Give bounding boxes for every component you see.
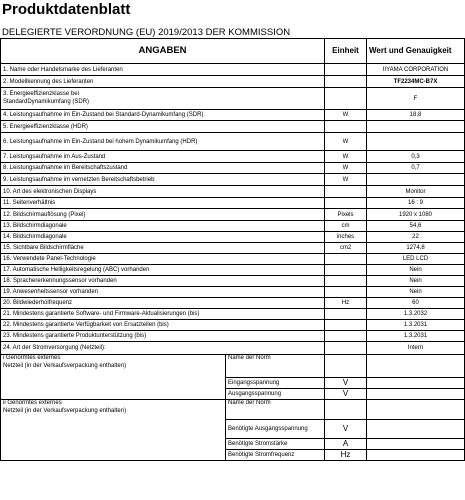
psu2-current-unit: A bbox=[325, 439, 367, 450]
table-row bbox=[1, 342, 465, 355]
row-value: 1.3.2031 bbox=[367, 331, 465, 342]
row-value: Nein bbox=[367, 276, 465, 287]
row-label: 3. Energieeffizienzklasse bei StandardDynamikumfang (SDR) bbox=[1, 88, 325, 110]
row-label: 12. Bildschirmauflösung (Pixel) bbox=[1, 209, 325, 221]
row-unit: W bbox=[325, 133, 367, 151]
psu1-norm-label: Name der Norm bbox=[226, 355, 325, 378]
header-einheit: Einheit bbox=[325, 39, 367, 64]
row-unit: W bbox=[325, 174, 367, 186]
table-row bbox=[1, 243, 465, 254]
row-value: Monitor bbox=[367, 186, 465, 198]
row-label: 2. Modellkennung des Lieferanten bbox=[1, 76, 325, 88]
row-unit bbox=[325, 320, 367, 331]
row-label: 11. Seitenverhältnis bbox=[1, 198, 325, 209]
row-value: 0,7 bbox=[367, 163, 465, 174]
row-label: 9. Leistungsaufnahme im vernetzten Bereitschaftsbetrieb bbox=[1, 174, 325, 186]
row-unit: W bbox=[325, 110, 367, 121]
row-value bbox=[367, 133, 465, 151]
psu1-output-voltage-unit: V bbox=[325, 389, 367, 400]
row-label: 23. Mindestens garantierte Produktunterstützung (bis) bbox=[1, 331, 325, 342]
row-value: 22 bbox=[367, 232, 465, 243]
psu1-input-voltage-unit: V bbox=[325, 378, 367, 389]
row-label: 13. Bildschirmdiagonale bbox=[1, 221, 325, 232]
row-label: 15. Sichtbare Bildschirmfläche bbox=[1, 243, 325, 254]
row-value: LED LCD bbox=[367, 254, 465, 265]
row-label: 4. Leistungsaufnahme im Ein-Zustand bei Standard-Dynamikumfang (SDR) bbox=[1, 110, 325, 121]
psu2-frequency-label: Benötigte Stromfrequenz bbox=[226, 450, 325, 461]
row-label: 20. Bildwiederholfrequenz bbox=[1, 298, 325, 309]
row-value: Nein bbox=[367, 287, 465, 298]
table-row bbox=[1, 110, 465, 121]
row-label: 18. Sprachererkennungssensor vorhanden bbox=[1, 276, 325, 287]
row-unit bbox=[325, 121, 367, 133]
row-label: 7. Leistungsaufnahme im Aus-Zustand bbox=[1, 151, 325, 163]
row-label: 10. Art des elektronischen Displays bbox=[1, 186, 325, 198]
row-unit: W bbox=[325, 151, 367, 163]
row-value: 18,8 bbox=[367, 110, 465, 121]
row-unit bbox=[325, 254, 367, 265]
row-unit bbox=[325, 88, 367, 110]
table-row bbox=[1, 265, 465, 276]
table-row bbox=[1, 320, 465, 331]
table-row bbox=[1, 276, 465, 287]
row-value: Intern bbox=[367, 342, 465, 355]
row-unit: cm bbox=[325, 221, 367, 232]
table-row bbox=[1, 151, 465, 163]
row-label: 22. Mindestens garantierte Verfügbarkeit von Ersatzteilen (bis) bbox=[1, 320, 325, 331]
row-unit: cm2 bbox=[325, 243, 367, 254]
row-unit bbox=[325, 186, 367, 198]
table-row bbox=[1, 287, 465, 298]
row-value: F bbox=[367, 88, 465, 110]
table-row bbox=[1, 88, 465, 110]
row-value: 0,3 bbox=[367, 151, 465, 163]
row-unit bbox=[325, 76, 367, 88]
psu2-output-voltage-label: Benötigte Ausgangsspannung bbox=[226, 420, 325, 439]
psu2-frequency-unit: Hz bbox=[325, 450, 367, 461]
row-value: 1920 x 1080 bbox=[367, 209, 465, 221]
table-row bbox=[1, 186, 465, 198]
table-row bbox=[1, 309, 465, 320]
row-unit bbox=[325, 265, 367, 276]
table-row bbox=[1, 209, 465, 221]
table-row bbox=[1, 298, 465, 309]
row-unit bbox=[325, 309, 367, 320]
psu2-norm-label: Name der Norm bbox=[226, 400, 325, 420]
table-row bbox=[1, 232, 465, 243]
row-unit: Hz bbox=[325, 298, 367, 309]
table-row bbox=[1, 64, 465, 76]
table-row bbox=[1, 163, 465, 174]
row-label: 16. Verwendete Panel-Technologie bbox=[1, 254, 325, 265]
row-unit bbox=[325, 331, 367, 342]
header-wert: Wert und Genauigkeit bbox=[367, 39, 465, 64]
product-data-table bbox=[0, 38, 465, 461]
row-label: 8. Leistungsaufnahme im Bereitschaftszustand bbox=[1, 163, 325, 174]
row-value: 54,6 bbox=[367, 221, 465, 232]
page-subtitle: DELEGIERTE VERORDNUNG (EU) 2019/2013 DER KOMMISSION bbox=[2, 27, 291, 38]
row-value: Nein bbox=[367, 265, 465, 276]
row-value: 1274,8 bbox=[367, 243, 465, 254]
psu1-output-voltage-label: Ausgangsspannung bbox=[226, 389, 325, 400]
row-unit: inches bbox=[325, 232, 367, 243]
row-value: 1.3.2032 bbox=[367, 309, 465, 320]
row-value: 1.3.2031 bbox=[367, 320, 465, 331]
row-unit bbox=[325, 198, 367, 209]
row-unit bbox=[325, 342, 367, 355]
row-label: 21. Mindestens garantierte Software- und Firmware-Aktualisierungen (bis) bbox=[1, 309, 325, 320]
table-row bbox=[1, 221, 465, 232]
row-label: 6. Leistungsaufnahme im Ein-Zustand bei hohem Dynamikumfang (HDR) bbox=[1, 133, 325, 151]
row-label: 5. Energieeffizienzklasse (HDR) bbox=[1, 121, 325, 133]
row-unit bbox=[325, 287, 367, 298]
row-value: 60 bbox=[367, 298, 465, 309]
row-label: 19. Anwesenheitssensor vorhanden bbox=[1, 287, 325, 298]
row-value: IIYAMA CORPORATION bbox=[367, 64, 465, 76]
row-value: 16 : 9 bbox=[367, 198, 465, 209]
row-unit: W bbox=[325, 163, 367, 174]
table-row bbox=[1, 76, 465, 88]
psu1-label: i Genormtes externes Netzteil (in der Verkaufsverpackung enthalten) bbox=[1, 355, 226, 400]
psu2-current-label: Benötigte Stromstärke bbox=[226, 439, 325, 450]
row-label: 17. Automatische Helligkeitsregelung (ABC) vorhanden bbox=[1, 265, 325, 276]
row-unit: Pixels bbox=[325, 209, 367, 221]
table-row bbox=[1, 174, 465, 186]
row-value bbox=[367, 174, 465, 186]
row-value bbox=[367, 121, 465, 133]
row-unit bbox=[325, 276, 367, 287]
page-title: Produktdatenblatt bbox=[2, 1, 131, 18]
row-label: 1. Name oder Handelsmarke des Lieferanten bbox=[1, 64, 325, 76]
table-row bbox=[1, 254, 465, 265]
table-row bbox=[1, 121, 465, 133]
row-unit bbox=[325, 64, 367, 76]
psu2-label: ii Genormtes externes Netzteil (in der Verkaufsverpackung enthalten) bbox=[1, 400, 226, 461]
row-value: TF2234MC-B7X bbox=[367, 76, 465, 88]
row-label: 14. Bildschirmdiagonale bbox=[1, 232, 325, 243]
table-row bbox=[1, 198, 465, 209]
psu1-input-voltage-label: Eingangsspannung bbox=[226, 378, 325, 389]
psu2-output-voltage-unit: V bbox=[325, 420, 367, 439]
row-label: 24. Art der Stromversorgung (Netzteil): bbox=[1, 342, 325, 355]
table-row bbox=[1, 133, 465, 151]
header-angaben: ANGABEN bbox=[1, 39, 325, 64]
table-row bbox=[1, 331, 465, 342]
